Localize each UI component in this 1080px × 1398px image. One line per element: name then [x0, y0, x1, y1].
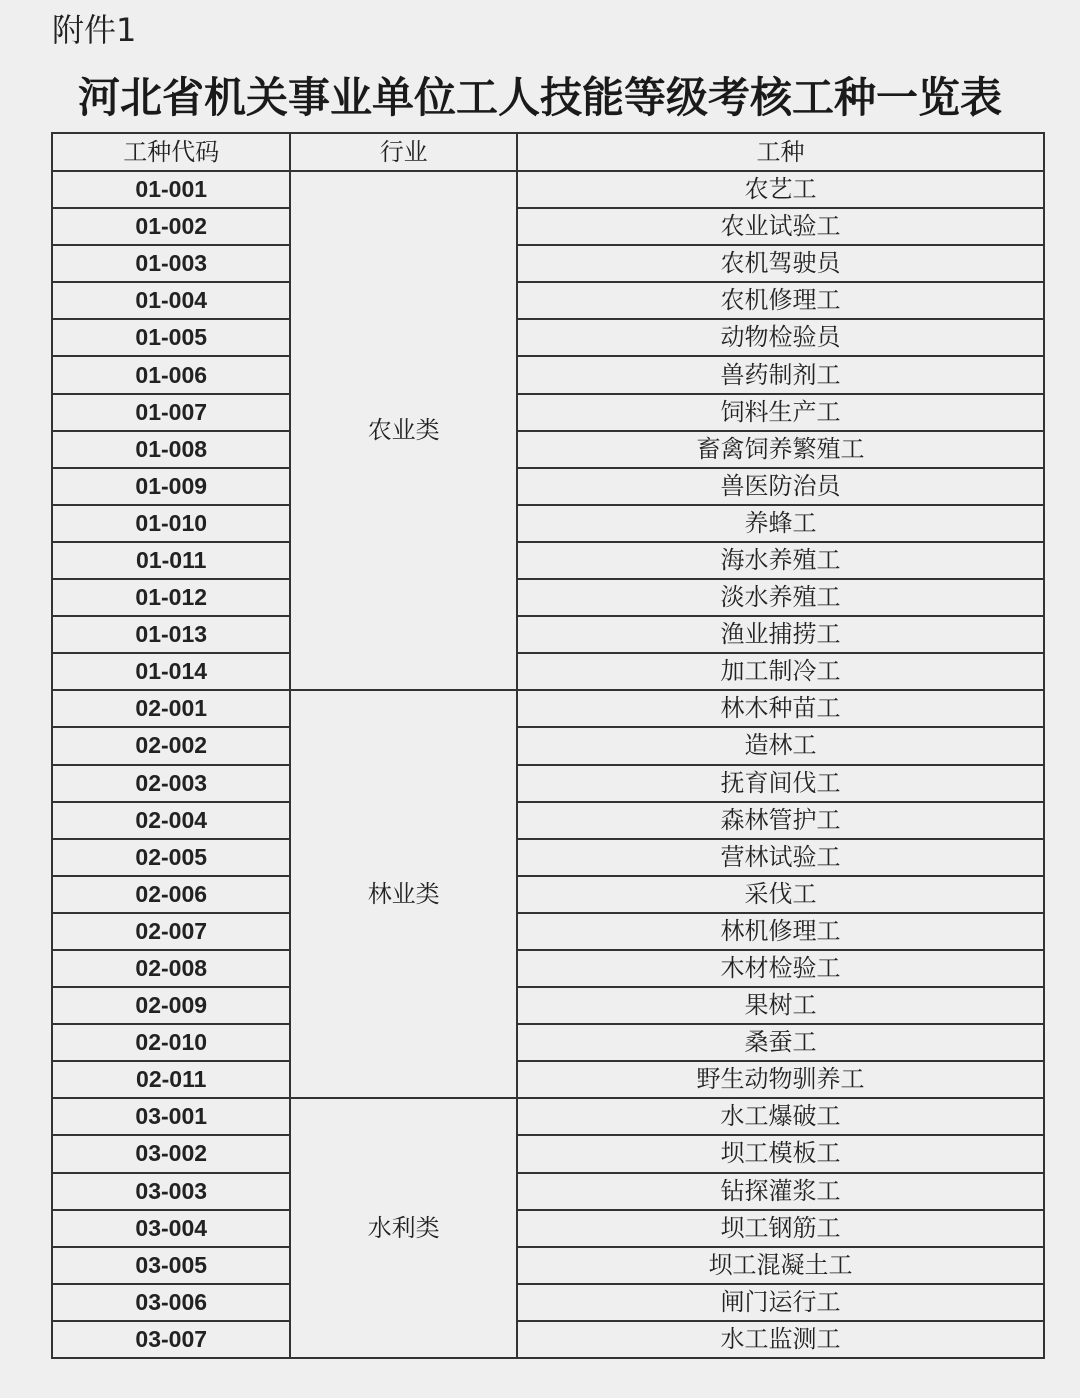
trade-code-cell: 03-004	[53, 1211, 291, 1248]
trade-name-cell: 渔业捕捞工	[518, 617, 1045, 654]
header-trade: 工种	[518, 134, 1045, 172]
trade-name-cell: 水工监测工	[518, 1322, 1045, 1359]
table-row	[53, 803, 1045, 840]
trade-code-cell: 01-012	[53, 580, 291, 617]
trade-code-cell: 01-006	[53, 357, 291, 394]
page-title: 河北省机关事业单位工人技能等级考核工种一览表	[77, 73, 1002, 122]
trade-name-cell: 养蜂工	[518, 506, 1045, 543]
trade-name-cell: 野生动物驯养工	[518, 1062, 1045, 1099]
trade-name-cell: 畜禽饲养繁殖工	[518, 432, 1045, 469]
trade-code-cell: 01-008	[53, 432, 291, 469]
trade-name-cell: 造林工	[518, 728, 1045, 765]
table-row	[53, 1322, 1045, 1359]
trade-code-cell: 02-001	[53, 691, 291, 728]
trade-code-cell: 01-013	[53, 617, 291, 654]
trade-name-cell: 木材检验工	[518, 951, 1045, 988]
table-row	[53, 654, 1045, 691]
table-row	[53, 617, 1045, 654]
trade-name-cell: 兽药制剂工	[518, 357, 1045, 394]
trade-code-cell: 02-005	[53, 840, 291, 877]
table-row	[53, 172, 1045, 209]
table-row	[53, 506, 1045, 543]
table-row	[53, 1136, 1045, 1173]
table-row	[53, 951, 1045, 988]
trade-code-cell: 02-011	[53, 1062, 291, 1099]
trade-code-cell: 03-001	[53, 1099, 291, 1136]
trade-code-cell: 02-002	[53, 728, 291, 765]
table-row	[53, 1211, 1045, 1248]
trade-code-cell: 02-003	[53, 766, 291, 803]
trade-code-cell: 01-007	[53, 395, 291, 432]
trade-code-cell: 01-010	[53, 506, 291, 543]
trade-name-cell: 采伐工	[518, 877, 1045, 914]
trade-code-cell: 01-003	[53, 246, 291, 283]
header-row	[53, 134, 1045, 172]
table-row	[53, 914, 1045, 951]
table-header	[53, 134, 1045, 172]
table-row	[53, 246, 1045, 283]
trade-name-cell: 淡水养殖工	[518, 580, 1045, 617]
trade-code-cell: 01-011	[53, 543, 291, 580]
trade-code-cell: 02-009	[53, 988, 291, 1025]
table-row	[53, 877, 1045, 914]
trade-code-cell: 01-005	[53, 320, 291, 357]
trade-code-cell: 03-006	[53, 1285, 291, 1322]
table-row	[53, 1099, 1045, 1136]
table-body	[53, 172, 1045, 1359]
trade-name-cell: 闸门运行工	[518, 1285, 1045, 1322]
trade-name-cell: 农机驾驶员	[518, 246, 1045, 283]
industry-cell: 林业类	[291, 691, 517, 1099]
trade-name-cell: 农机修理工	[518, 283, 1045, 320]
trade-code-cell: 02-006	[53, 877, 291, 914]
trade-name-cell: 坝工模板工	[518, 1136, 1045, 1173]
table-row	[53, 395, 1045, 432]
trade-name-cell: 林机修理工	[518, 914, 1045, 951]
industry-cell: 水利类	[291, 1099, 517, 1359]
table-row	[53, 357, 1045, 394]
trade-name-cell: 海水养殖工	[518, 543, 1045, 580]
trade-name-cell: 钻探灌浆工	[518, 1174, 1045, 1211]
header-code: 工种代码	[53, 134, 291, 172]
trade-name-cell: 果树工	[518, 988, 1045, 1025]
trade-table	[51, 132, 1045, 1359]
trade-name-cell: 水工爆破工	[518, 1099, 1045, 1136]
table-row	[53, 469, 1045, 506]
trade-name-cell: 农艺工	[518, 172, 1045, 209]
trade-code-cell: 02-008	[53, 951, 291, 988]
table-row	[53, 580, 1045, 617]
trade-name-cell: 林木种苗工	[518, 691, 1045, 728]
table-row	[53, 1174, 1045, 1211]
trade-code-cell: 01-014	[53, 654, 291, 691]
trade-name-cell: 兽医防治员	[518, 469, 1045, 506]
table-row	[53, 840, 1045, 877]
trade-code-cell: 02-010	[53, 1025, 291, 1062]
trade-code-cell: 03-007	[53, 1322, 291, 1359]
trade-code-cell: 01-002	[53, 209, 291, 246]
trade-name-cell: 动物检验员	[518, 320, 1045, 357]
trade-code-cell: 03-005	[53, 1248, 291, 1285]
table-row	[53, 209, 1045, 246]
trade-code-cell: 01-001	[53, 172, 291, 209]
trade-code-cell: 01-009	[53, 469, 291, 506]
table-row	[53, 320, 1045, 357]
trade-code-cell: 03-002	[53, 1136, 291, 1173]
trade-code-cell: 03-003	[53, 1174, 291, 1211]
trade-name-cell: 饲料生产工	[518, 395, 1045, 432]
table-row	[53, 432, 1045, 469]
table-row	[53, 691, 1045, 728]
table-row	[53, 1285, 1045, 1322]
trade-name-cell: 营林试验工	[518, 840, 1045, 877]
trade-name-cell: 桑蚕工	[518, 1025, 1045, 1062]
trade-name-cell: 抚育间伐工	[518, 766, 1045, 803]
table-row	[53, 543, 1045, 580]
table-row	[53, 283, 1045, 320]
trade-code-cell: 01-004	[53, 283, 291, 320]
table-row	[53, 1248, 1045, 1285]
industry-cell: 农业类	[291, 172, 517, 691]
trade-code-cell: 02-004	[53, 803, 291, 840]
trade-name-cell: 坝工混凝土工	[518, 1248, 1045, 1285]
table-row	[53, 728, 1045, 765]
trade-code-cell: 02-007	[53, 914, 291, 951]
header-industry: 行业	[291, 134, 517, 172]
table-row	[53, 766, 1045, 803]
table-row	[53, 988, 1045, 1025]
trade-name-cell: 农业试验工	[518, 209, 1045, 246]
table-row	[53, 1062, 1045, 1099]
trade-name-cell: 加工制冷工	[518, 654, 1045, 691]
attachment-label: 附件1	[52, 11, 137, 49]
trade-name-cell: 森林管护工	[518, 803, 1045, 840]
trade-name-cell: 坝工钢筋工	[518, 1211, 1045, 1248]
table-row	[53, 1025, 1045, 1062]
